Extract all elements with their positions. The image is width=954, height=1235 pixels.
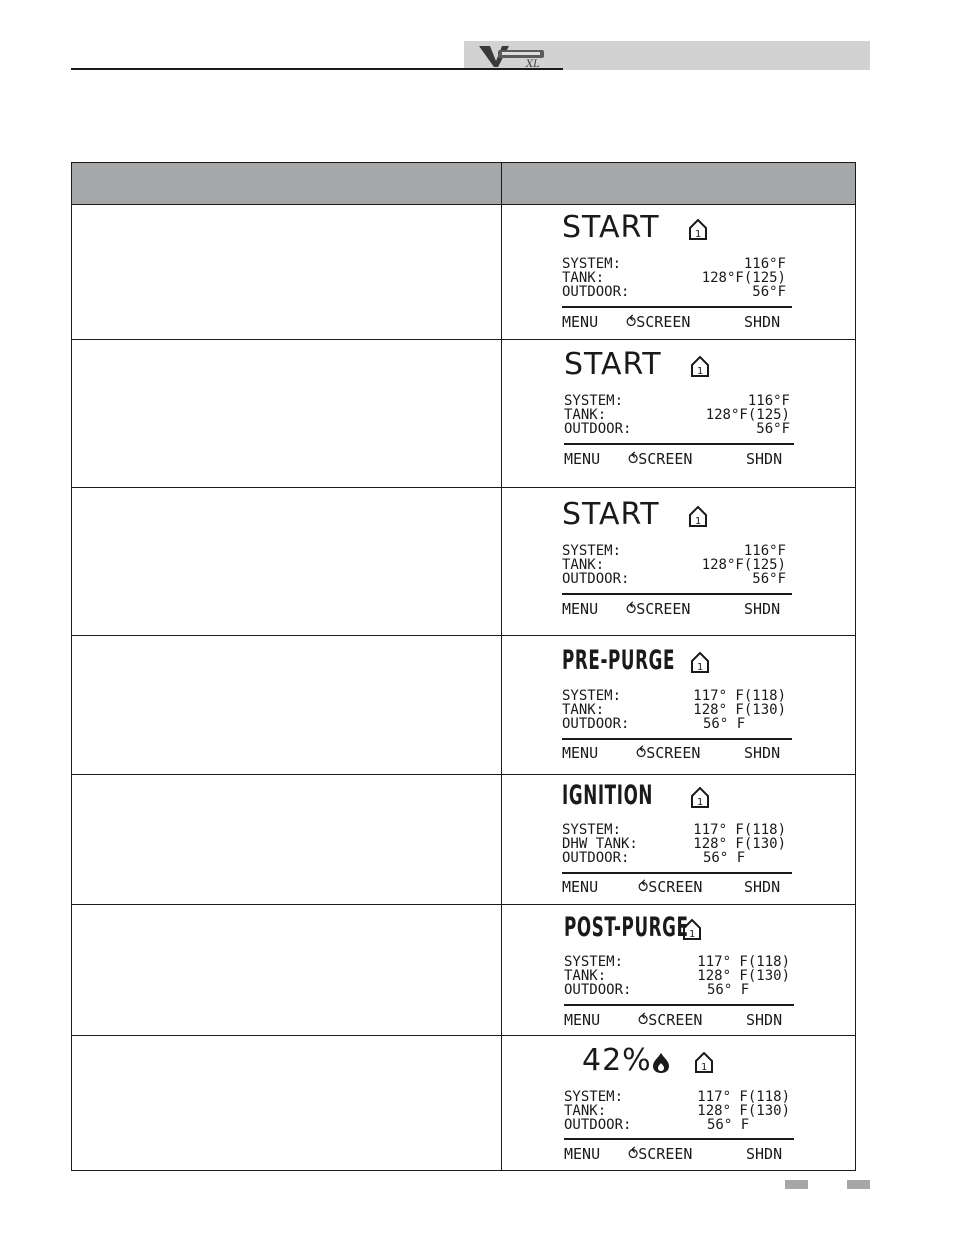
softkey-divider (564, 1138, 794, 1140)
outdoor-label: OUTDOOR: (564, 421, 632, 437)
svg-text:XL: XL (526, 59, 540, 69)
screen-softkey: ⥀SCREEN (628, 450, 693, 468)
shutdown-softkey: SHDN (744, 600, 781, 618)
softkey-divider (562, 306, 792, 308)
svg-text:1: 1 (700, 1062, 708, 1073)
menu-softkey: MENU (562, 878, 599, 896)
tank-label: TANK: (562, 557, 605, 573)
softkey-divider (562, 738, 792, 740)
shutdown-softkey: SHDN (746, 450, 783, 468)
home-zone-icon (690, 786, 710, 808)
system-value: 117° F(118) (693, 822, 786, 838)
system-label: SYSTEM: (564, 1089, 624, 1105)
menu-softkey: MENU (564, 1011, 601, 1029)
outdoor-value: 56° F (706, 1117, 766, 1133)
page-tab-marker (785, 1180, 808, 1189)
svg-text:1: 1 (694, 516, 702, 527)
outdoor-label: OUTDOOR: (564, 982, 632, 998)
tank-label: TANK: (564, 1103, 607, 1119)
outdoor-label: OUTDOOR: (562, 284, 630, 300)
tank-label: TANK: (564, 968, 607, 984)
home-zone-icon (688, 218, 708, 240)
softkey-divider (562, 593, 792, 595)
outdoor-label: OUTDOOR: (562, 716, 630, 732)
home-zone-icon (690, 651, 710, 673)
system-value: 117° F(118) (697, 954, 790, 970)
tank-value: 128°F(125) (701, 557, 786, 573)
svg-text:1: 1 (696, 797, 704, 808)
shutdown-softkey: SHDN (744, 878, 781, 896)
tank-value: 128°F(125) (701, 270, 786, 286)
outdoor-value: 56°F (752, 284, 786, 300)
tank-value: 128° F(130) (697, 1103, 790, 1119)
display-screen-firing-rate (564, 1045, 794, 1165)
system-label: SYSTEM: (564, 393, 624, 409)
header-divider (501, 163, 502, 204)
home-zone-icon (694, 1051, 714, 1073)
softkey-divider (564, 443, 794, 445)
system-label: SYSTEM: (562, 543, 622, 559)
system-value: 117° F(118) (693, 688, 786, 704)
outdoor-value: 56°F (752, 571, 786, 587)
shutdown-softkey: SHDN (746, 1011, 783, 1029)
svg-text:1: 1 (696, 662, 704, 673)
screen-title: START (564, 347, 662, 382)
tank-label: TANK: (562, 702, 605, 718)
display-screen-start-1 (562, 212, 792, 332)
system-label: SYSTEM: (562, 688, 622, 704)
tank-value: 128° F(130) (693, 702, 786, 718)
outdoor-value: 56°F (756, 421, 790, 437)
menu-softkey: MENU (562, 744, 599, 762)
display-screen-ignition (562, 780, 792, 900)
dhw-tank-label: DHW TANK: (562, 836, 638, 852)
system-label: SYSTEM: (562, 256, 622, 272)
outdoor-label: OUTDOOR: (562, 571, 630, 587)
screen-softkey: ⥀SCREEN (626, 600, 691, 618)
screen-softkey: ⥀SCREEN (636, 744, 701, 762)
softkey-divider (564, 1004, 794, 1006)
dhw-tank-value: 128° F(130) (693, 836, 786, 852)
outdoor-value: 56° F (702, 716, 762, 732)
system-value: 117° F(118) (697, 1089, 790, 1105)
svg-text:1: 1 (694, 229, 702, 240)
shutdown-softkey: SHDN (744, 744, 781, 762)
system-value: 116°F (743, 256, 786, 272)
system-value: 116°F (747, 393, 790, 409)
shutdown-softkey: SHDN (744, 313, 781, 331)
home-zone-icon (690, 355, 710, 377)
outdoor-label: OUTDOOR: (562, 850, 630, 866)
flame-icon (652, 1052, 670, 1074)
menu-softkey: MENU (564, 1145, 601, 1163)
system-label: SYSTEM: (562, 822, 622, 838)
system-value: 116°F (743, 543, 786, 559)
outdoor-label: OUTDOOR: (564, 1117, 632, 1133)
menu-softkey: MENU (564, 450, 601, 468)
home-zone-icon (682, 918, 702, 940)
display-screen-start-3 (562, 499, 792, 619)
screen-softkey: ⥀SCREEN (638, 1011, 703, 1029)
screen-title: IGNITION (562, 780, 654, 811)
screen-softkey: ⥀SCREEN (628, 1145, 693, 1163)
tank-label: TANK: (562, 270, 605, 286)
screen-softkey: ⥀SCREEN (638, 878, 703, 896)
display-screen-pre-purge (562, 645, 792, 765)
outdoor-value: 56° F (702, 850, 762, 866)
screen-title: 42% (582, 1043, 652, 1078)
system-label: SYSTEM: (564, 954, 624, 970)
table-header (72, 163, 855, 205)
page-tab-marker (847, 1180, 870, 1189)
screen-softkey: ⥀SCREEN (626, 313, 691, 331)
tank-label: TANK: (564, 407, 607, 423)
menu-softkey: MENU (562, 600, 599, 618)
outdoor-value: 56° F (706, 982, 766, 998)
screen-title: PRE-PURGE (562, 645, 676, 676)
shutdown-softkey: SHDN (746, 1145, 783, 1163)
screen-title: POST-PURGE (564, 912, 689, 943)
tank-value: 128° F(130) (697, 968, 790, 984)
tank-value: 128°F(125) (705, 407, 790, 423)
softkey-divider (562, 872, 792, 874)
home-zone-icon (688, 505, 708, 527)
display-screen-start-2 (564, 349, 794, 469)
svg-text:1: 1 (688, 929, 696, 940)
display-screen-post-purge (564, 912, 794, 1032)
screen-title: START (562, 210, 660, 245)
screen-title: START (562, 497, 660, 532)
menu-softkey: MENU (562, 313, 599, 331)
svg-text:1: 1 (696, 366, 704, 377)
knight-xl-logo-icon (476, 43, 550, 69)
